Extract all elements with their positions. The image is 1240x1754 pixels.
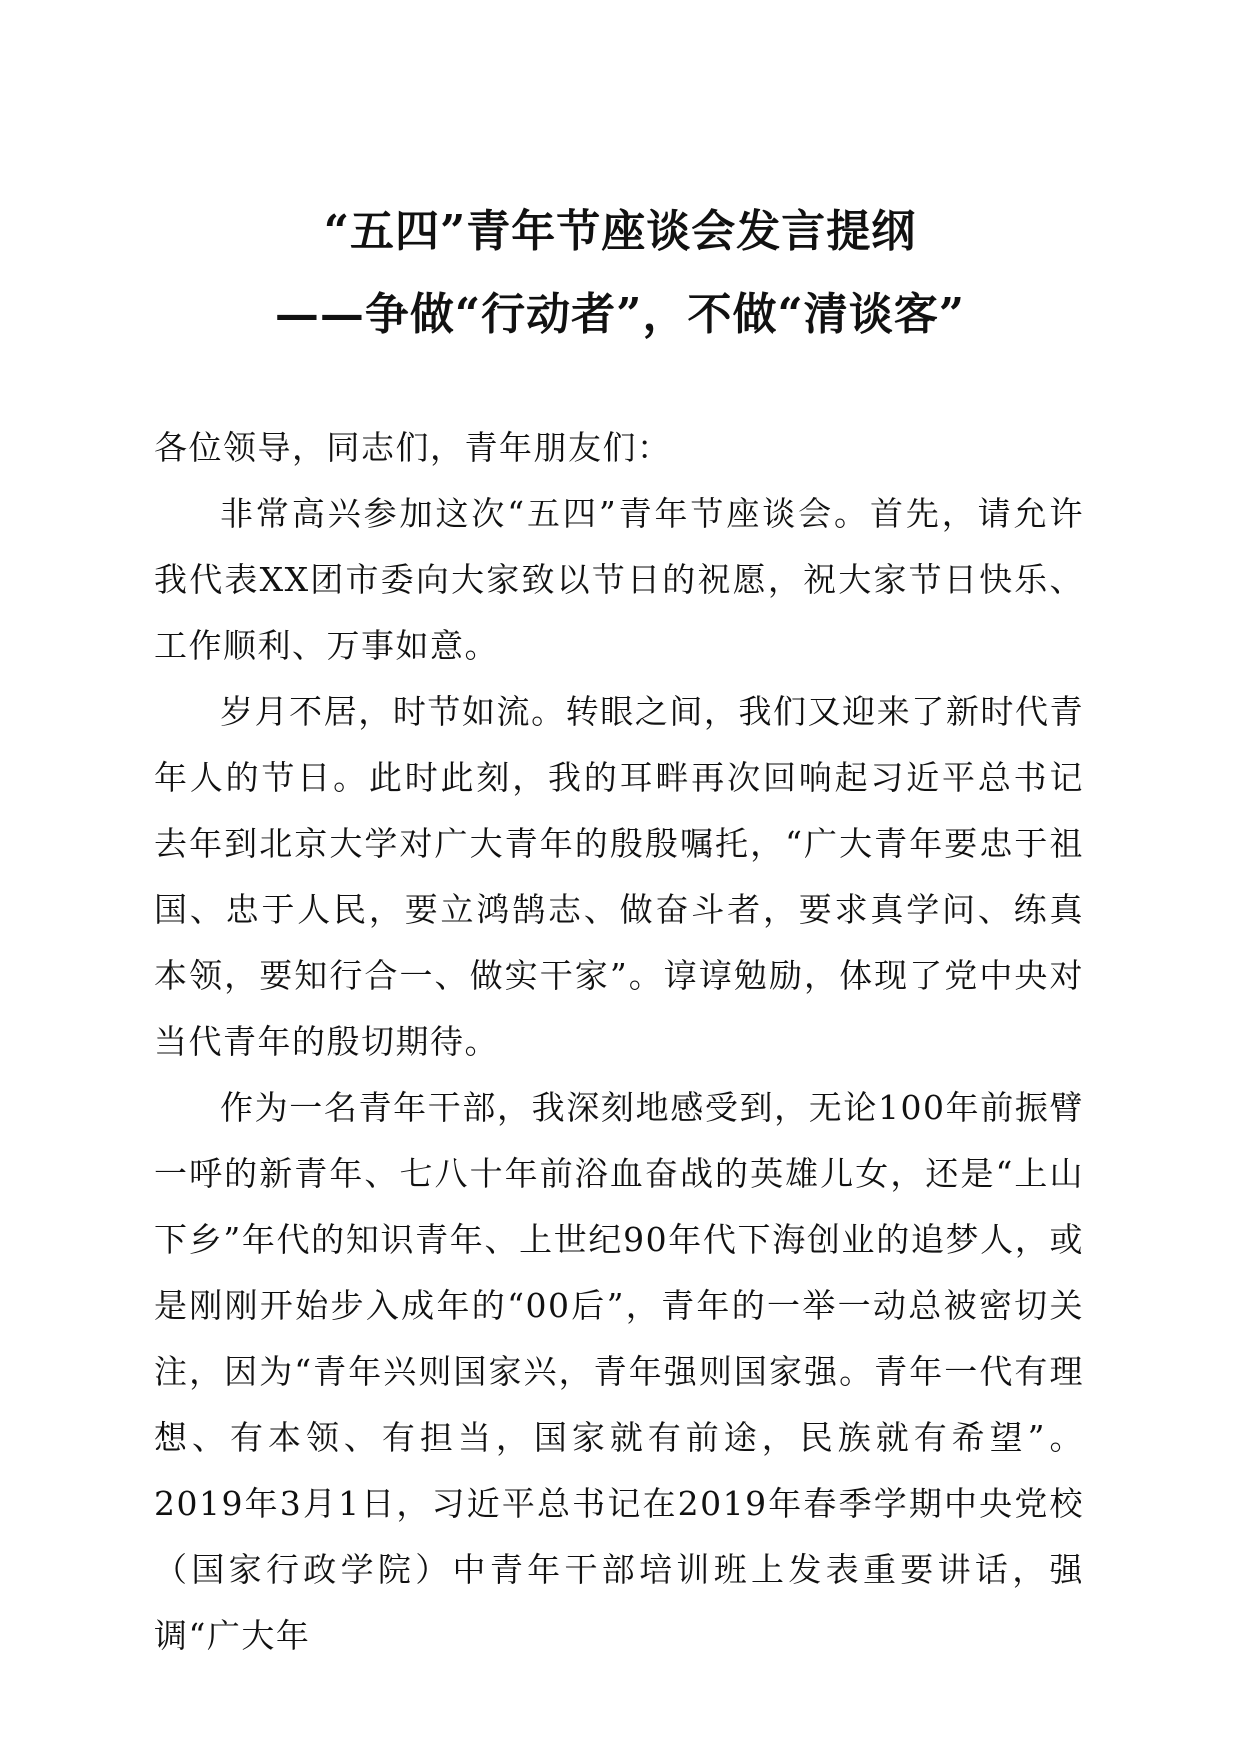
body-paragraph: 非常高兴参加这次“五四”青年节座谈会。首先，请允许我代表XX团市委向大家致以节日的祝愿，祝大家节日快乐、工作顺利、万事如意。 (154, 494, 1084, 665)
document-body (154, 415, 1084, 1669)
body-paragraph: 岁月不居，时节如流。转眼之间，我们又迎来了新时代青年人的节日。此时此刻，我的耳畔再次回响起习近平总书记去年到北京大学对广大青年的殷殷嘱托，“广大青年要忠于祖国、忠于人民，要立鸿鹄志、做奋斗者，要求真学问、练真本领，要知行合一、做实干家”。谆谆勉励，体现了党中央对当代青年的殷切期待。 (154, 692, 1084, 1061)
title-block (150, 190, 1090, 356)
salutation: 各位领导，同志们，青年朋友们： (154, 428, 672, 467)
body-paragraph: 作为一名青年干部，我深刻地感受到，无论100年前振臂一呼的新青年、七八十年前浴血奋战的英雄儿女，还是“上山下乡”年代的知识青年、上世纪90年代下海创业的追梦人，或是刚刚开始步入成年的“00后”，青年的一举一动总被密切关注，因为“青年兴则国家兴，青年强则国家强。青年一代有理想、有本领、有担当，国家就有前途，民族就有希望”。2019年3月1日，习近平总书记在2019年春季学期中央党校（国家行政学院）中青年干部培训班上发表重要讲话，强调“广大年 (154, 1088, 1084, 1655)
document-title: “五四”青年节座谈会发言提纲 (323, 206, 917, 257)
document-subtitle: ——争做“行动者”，不做“清谈客” (274, 289, 966, 340)
